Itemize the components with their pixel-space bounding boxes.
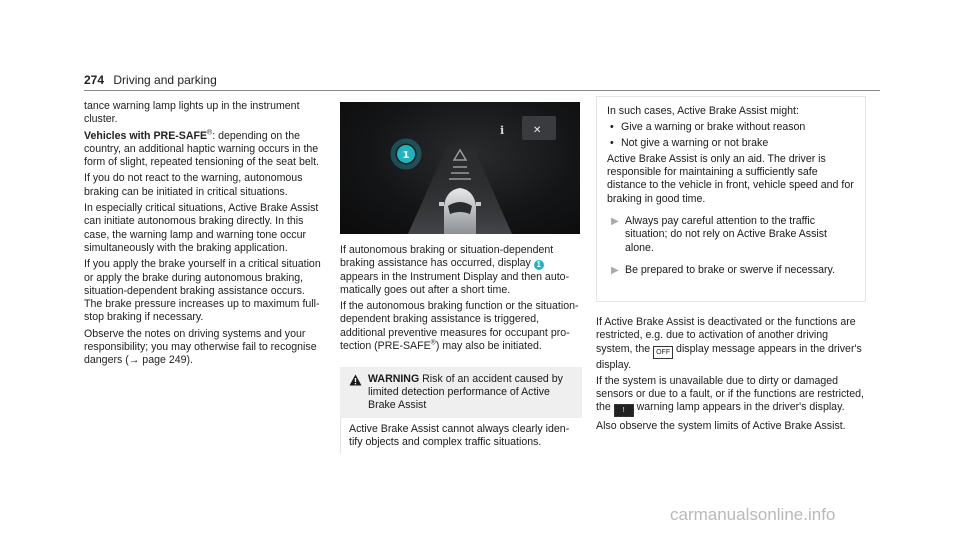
- list-item: • Give a warning or brake without reason: [607, 121, 855, 134]
- paragraph-text: display message appears in the driver's display.: [596, 342, 862, 371]
- page-number: 274: [84, 73, 105, 87]
- paragraph: [84, 328, 324, 368]
- registered-mark: ®: [430, 339, 436, 347]
- warning-continuation-box: [596, 96, 866, 302]
- warning-header: [340, 367, 582, 418]
- info-icon: i: [500, 124, 505, 137]
- warning-body: Active Brake Assist cannot always clearly identify objects and complex traffic situations.: [340, 418, 582, 454]
- arrow-icon: →: [128, 354, 140, 367]
- paragraph: In such cases, Active Brake Assist might:: [607, 105, 799, 117]
- paragraph: [84, 130, 324, 170]
- paragraph-text: If the system is unavailable due to dirty or damaged sensors or due to a fault, or if the functions are restricted, the: [596, 374, 864, 414]
- column-left: [84, 100, 324, 371]
- paragraph-text: warning lamp appears in the driver's display.: [633, 401, 845, 414]
- page-header: [84, 73, 217, 87]
- paragraph-text: Observe the notes on driving systems and your responsibility; you may otherwise fail to recognise dangers (: [84, 327, 317, 367]
- paragraph-text: appears in the Instrument Display and then automatically goes out after a short time.: [340, 270, 570, 296]
- paragraph-text: If the autonomous braking function or the situation-dependent braking assistance is triggered, additional preventive measures for occupant protection (PRE-SAFE: [340, 300, 579, 353]
- callout-badge: 1: [534, 260, 544, 270]
- brake-assist-off-icon: OFF: [653, 346, 673, 359]
- paragraph: Active Brake Assist is only an aid. The driver is responsible for maintaining a sufficiently safe distance to the vehicle in front, vehicle speed and for braking in good time.: [607, 152, 854, 205]
- header-rule: [84, 90, 880, 91]
- instruction-item: [607, 264, 855, 277]
- instruction-text: Always pay careful attention to the traffic situation; do not rely on Active Brake Assist alone.: [625, 215, 827, 254]
- instruction-item: [607, 215, 855, 255]
- arrow-right-icon: ▶: [611, 216, 619, 228]
- warning-triangle-icon: [349, 374, 362, 386]
- paragraph: If you do not react to the warning, autonomous braking can be initiated in critical situations.: [84, 172, 303, 198]
- close-icon[interactable]: ✕: [533, 125, 542, 136]
- paragraph: If you apply the brake yourself in a critical situation or apply the brake during autonomous braking, situation-dependent braking assistance occurs. The brake pressure increases up to maximum full-stop braking if necessary.: [84, 258, 321, 324]
- callout-number: 1: [402, 150, 410, 161]
- page-reference-link[interactable]: page 249).: [139, 354, 193, 367]
- column-middle: [340, 244, 580, 356]
- watermark-text: carmanualsonline.info: [670, 505, 836, 524]
- paragraph: [596, 375, 866, 418]
- list-item: • Not give a warning or not brake: [607, 137, 855, 150]
- paragraph: [340, 300, 580, 353]
- instruction-text: Be prepared to brake or swerve if necessary.: [625, 263, 836, 276]
- paragraph-text: If autonomous braking or situation-dependent braking assistance has occurred, display: [340, 244, 554, 270]
- arrow-right-icon: ▶: [611, 264, 619, 276]
- display-illustration: [340, 102, 580, 234]
- section-title: Driving and parking: [113, 73, 217, 87]
- paragraph-text: If Active Brake Assist is deactivated or the functions are restricted, e.g. due to activation of another driving system, the: [596, 316, 856, 355]
- paragraph: Also observe the system limits of Active Brake Assist.: [596, 420, 846, 433]
- paragraph-text: : depending on the country, an additional haptic warning occurs in the form of slight, repeated tensioning of the seat belt.: [84, 129, 319, 169]
- brake-assist-warning-icon: !: [614, 404, 634, 417]
- registered-mark: ®: [207, 129, 213, 137]
- paragraph: [340, 244, 580, 297]
- warning-title: Risk of an accident caused by limited detection performance of Active Brake Assist: [368, 373, 563, 411]
- paragraph: In especially critical situations, Active Brake Assist can initiate autonomous braking directly. In this case, the warning lamp and warning tone occur simultaneously with the braking application.: [84, 202, 319, 254]
- warning-label: WARNING: [368, 373, 420, 385]
- paragraph-text: ) may also be initiated.: [435, 340, 542, 353]
- instrument-display-image: [340, 102, 580, 234]
- pre-safe-label: Vehicles with PRE-SAFE: [84, 129, 208, 142]
- column-right: [596, 316, 866, 437]
- paragraph: tance warning lamp lights up in the instrument cluster.: [84, 100, 300, 126]
- paragraph: [596, 316, 866, 372]
- warning-box: [340, 367, 582, 453]
